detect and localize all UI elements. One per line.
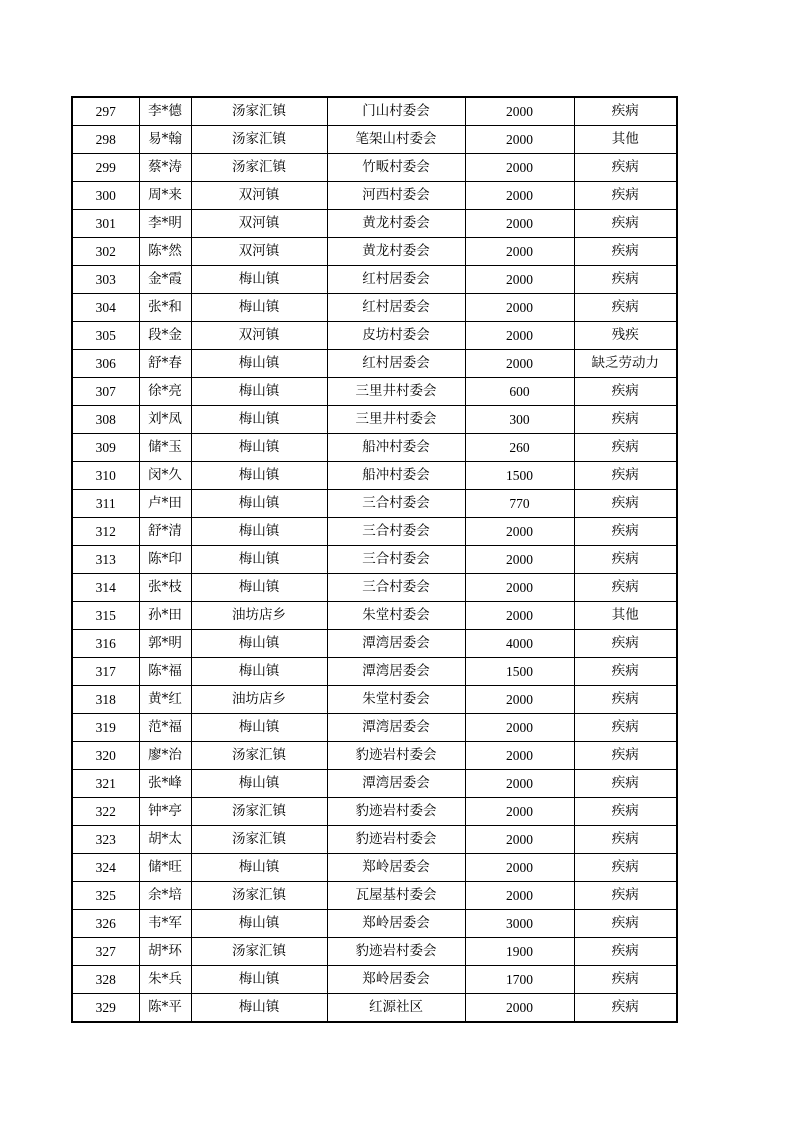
cell-name: 黄*红 xyxy=(139,686,191,714)
cell-index: 311 xyxy=(72,490,139,518)
table-row xyxy=(72,406,677,434)
cell-town: 梅山镇 xyxy=(191,966,327,994)
cell-reason: 疾病 xyxy=(574,770,677,798)
cell-index: 298 xyxy=(72,126,139,154)
cell-index: 302 xyxy=(72,238,139,266)
cell-index: 303 xyxy=(72,266,139,294)
cell-village: 三合村委会 xyxy=(327,546,465,574)
cell-village: 竹畈村委会 xyxy=(327,154,465,182)
table-row xyxy=(72,378,677,406)
cell-town: 双河镇 xyxy=(191,210,327,238)
table-row xyxy=(72,714,677,742)
cell-town: 汤家汇镇 xyxy=(191,97,327,126)
cell-reason: 疾病 xyxy=(574,238,677,266)
cell-town: 双河镇 xyxy=(191,182,327,210)
cell-reason: 疾病 xyxy=(574,210,677,238)
cell-name: 舒*春 xyxy=(139,350,191,378)
cell-town: 汤家汇镇 xyxy=(191,798,327,826)
cell-amount: 3000 xyxy=(465,910,574,938)
cell-name: 张*峰 xyxy=(139,770,191,798)
cell-name: 金*霞 xyxy=(139,266,191,294)
cell-index: 326 xyxy=(72,910,139,938)
cell-amount: 1900 xyxy=(465,938,574,966)
cell-village: 皮坊村委会 xyxy=(327,322,465,350)
table-row xyxy=(72,210,677,238)
cell-town: 梅山镇 xyxy=(191,546,327,574)
cell-name: 李*明 xyxy=(139,210,191,238)
cell-reason: 疾病 xyxy=(574,294,677,322)
cell-village: 黄龙村委会 xyxy=(327,210,465,238)
table-row xyxy=(72,826,677,854)
cell-amount: 2000 xyxy=(465,994,574,1023)
table-row xyxy=(72,994,677,1023)
cell-name: 陈*平 xyxy=(139,994,191,1023)
cell-name: 蔡*涛 xyxy=(139,154,191,182)
cell-name: 郭*明 xyxy=(139,630,191,658)
cell-reason: 疾病 xyxy=(574,882,677,910)
cell-name: 周*来 xyxy=(139,182,191,210)
cell-index: 325 xyxy=(72,882,139,910)
cell-town: 梅山镇 xyxy=(191,854,327,882)
cell-name: 胡*环 xyxy=(139,938,191,966)
cell-name: 闵*久 xyxy=(139,462,191,490)
cell-village: 笔架山村委会 xyxy=(327,126,465,154)
cell-amount: 2000 xyxy=(465,714,574,742)
cell-amount: 2000 xyxy=(465,154,574,182)
cell-index: 323 xyxy=(72,826,139,854)
cell-amount: 2000 xyxy=(465,97,574,126)
table-row xyxy=(72,266,677,294)
cell-index: 308 xyxy=(72,406,139,434)
cell-index: 299 xyxy=(72,154,139,182)
cell-reason: 残疾 xyxy=(574,322,677,350)
cell-reason: 其他 xyxy=(574,126,677,154)
table-row xyxy=(72,854,677,882)
cell-name: 储*玉 xyxy=(139,434,191,462)
cell-reason: 疾病 xyxy=(574,462,677,490)
cell-name: 钟*亭 xyxy=(139,798,191,826)
cell-reason: 疾病 xyxy=(574,378,677,406)
table-row xyxy=(72,546,677,574)
cell-name: 易*翰 xyxy=(139,126,191,154)
cell-name: 卢*田 xyxy=(139,490,191,518)
cell-reason: 疾病 xyxy=(574,658,677,686)
cell-amount: 2000 xyxy=(465,210,574,238)
cell-town: 梅山镇 xyxy=(191,994,327,1023)
cell-town: 梅山镇 xyxy=(191,378,327,406)
cell-town: 梅山镇 xyxy=(191,770,327,798)
cell-village: 三里井村委会 xyxy=(327,378,465,406)
cell-town: 双河镇 xyxy=(191,322,327,350)
cell-town: 汤家汇镇 xyxy=(191,154,327,182)
cell-amount: 4000 xyxy=(465,630,574,658)
cell-index: 313 xyxy=(72,546,139,574)
cell-village: 河西村委会 xyxy=(327,182,465,210)
cell-reason: 疾病 xyxy=(574,630,677,658)
table-row xyxy=(72,602,677,630)
cell-index: 304 xyxy=(72,294,139,322)
cell-town: 汤家汇镇 xyxy=(191,826,327,854)
cell-reason: 疾病 xyxy=(574,574,677,602)
cell-index: 301 xyxy=(72,210,139,238)
cell-reason: 疾病 xyxy=(574,97,677,126)
cell-town: 梅山镇 xyxy=(191,910,327,938)
table-row xyxy=(72,798,677,826)
cell-amount: 2000 xyxy=(465,686,574,714)
cell-village: 红村居委会 xyxy=(327,350,465,378)
cell-village: 豹迹岩村委会 xyxy=(327,742,465,770)
cell-name: 段*金 xyxy=(139,322,191,350)
cell-name: 张*枝 xyxy=(139,574,191,602)
table-row xyxy=(72,966,677,994)
cell-reason: 疾病 xyxy=(574,854,677,882)
cell-town: 梅山镇 xyxy=(191,574,327,602)
table-row xyxy=(72,434,677,462)
cell-amount: 300 xyxy=(465,406,574,434)
cell-village: 郑岭居委会 xyxy=(327,966,465,994)
cell-town: 汤家汇镇 xyxy=(191,742,327,770)
cell-village: 豹迹岩村委会 xyxy=(327,826,465,854)
cell-village: 船冲村委会 xyxy=(327,434,465,462)
table-row xyxy=(72,462,677,490)
cell-reason: 疾病 xyxy=(574,182,677,210)
table-row xyxy=(72,574,677,602)
cell-reason: 疾病 xyxy=(574,434,677,462)
cell-village: 豹迹岩村委会 xyxy=(327,938,465,966)
cell-amount: 2000 xyxy=(465,182,574,210)
cell-name: 孙*田 xyxy=(139,602,191,630)
cell-amount: 2000 xyxy=(465,854,574,882)
table-row xyxy=(72,686,677,714)
cell-reason: 疾病 xyxy=(574,686,677,714)
cell-name: 胡*太 xyxy=(139,826,191,854)
cell-village: 黄龙村委会 xyxy=(327,238,465,266)
cell-amount: 2000 xyxy=(465,742,574,770)
cell-amount: 2000 xyxy=(465,826,574,854)
cell-index: 305 xyxy=(72,322,139,350)
cell-index: 318 xyxy=(72,686,139,714)
cell-town: 梅山镇 xyxy=(191,350,327,378)
cell-village: 三合村委会 xyxy=(327,518,465,546)
cell-amount: 2000 xyxy=(465,574,574,602)
cell-reason: 疾病 xyxy=(574,266,677,294)
cell-index: 324 xyxy=(72,854,139,882)
cell-name: 刘*凤 xyxy=(139,406,191,434)
cell-reason: 疾病 xyxy=(574,910,677,938)
cell-name: 陈*然 xyxy=(139,238,191,266)
table-row xyxy=(72,630,677,658)
cell-index: 319 xyxy=(72,714,139,742)
cell-name: 陈*福 xyxy=(139,658,191,686)
cell-index: 309 xyxy=(72,434,139,462)
cell-town: 油坊店乡 xyxy=(191,602,327,630)
cell-amount: 2000 xyxy=(465,518,574,546)
cell-village: 郑岭居委会 xyxy=(327,910,465,938)
cell-amount: 2000 xyxy=(465,322,574,350)
table-row xyxy=(72,126,677,154)
cell-village: 红村居委会 xyxy=(327,294,465,322)
cell-amount: 2000 xyxy=(465,238,574,266)
cell-village: 豹迹岩村委会 xyxy=(327,798,465,826)
cell-village: 门山村委会 xyxy=(327,97,465,126)
cell-index: 306 xyxy=(72,350,139,378)
cell-index: 317 xyxy=(72,658,139,686)
cell-reason: 疾病 xyxy=(574,798,677,826)
cell-village: 三里井村委会 xyxy=(327,406,465,434)
cell-reason: 疾病 xyxy=(574,994,677,1023)
cell-town: 梅山镇 xyxy=(191,630,327,658)
cell-amount: 2000 xyxy=(465,770,574,798)
cell-index: 329 xyxy=(72,994,139,1023)
cell-amount: 2000 xyxy=(465,266,574,294)
cell-name: 余*培 xyxy=(139,882,191,910)
cell-reason: 疾病 xyxy=(574,406,677,434)
cell-amount: 1700 xyxy=(465,966,574,994)
cell-town: 梅山镇 xyxy=(191,714,327,742)
table-row xyxy=(72,882,677,910)
cell-name: 张*和 xyxy=(139,294,191,322)
cell-reason: 疾病 xyxy=(574,546,677,574)
cell-index: 322 xyxy=(72,798,139,826)
cell-village: 潭湾居委会 xyxy=(327,770,465,798)
table-row xyxy=(72,322,677,350)
cell-town: 油坊店乡 xyxy=(191,686,327,714)
cell-reason: 疾病 xyxy=(574,714,677,742)
cell-town: 梅山镇 xyxy=(191,490,327,518)
cell-village: 船冲村委会 xyxy=(327,462,465,490)
cell-amount: 600 xyxy=(465,378,574,406)
table-row xyxy=(72,238,677,266)
cell-town: 双河镇 xyxy=(191,238,327,266)
cell-village: 红源社区 xyxy=(327,994,465,1023)
table-row xyxy=(72,910,677,938)
cell-village: 朱堂村委会 xyxy=(327,686,465,714)
cell-name: 李*德 xyxy=(139,97,191,126)
cell-village: 三合村委会 xyxy=(327,574,465,602)
cell-index: 328 xyxy=(72,966,139,994)
cell-town: 梅山镇 xyxy=(191,518,327,546)
cell-name: 徐*亮 xyxy=(139,378,191,406)
cell-town: 梅山镇 xyxy=(191,434,327,462)
cell-amount: 260 xyxy=(465,434,574,462)
cell-index: 307 xyxy=(72,378,139,406)
cell-amount: 2000 xyxy=(465,294,574,322)
cell-village: 瓦屋基村委会 xyxy=(327,882,465,910)
cell-town: 梅山镇 xyxy=(191,462,327,490)
cell-index: 321 xyxy=(72,770,139,798)
cell-amount: 1500 xyxy=(465,462,574,490)
cell-amount: 770 xyxy=(465,490,574,518)
cell-town: 梅山镇 xyxy=(191,406,327,434)
cell-name: 廖*治 xyxy=(139,742,191,770)
cell-name: 储*旺 xyxy=(139,854,191,882)
cell-name: 范*福 xyxy=(139,714,191,742)
table-row xyxy=(72,770,677,798)
cell-amount: 2000 xyxy=(465,126,574,154)
records-table xyxy=(71,96,678,1023)
table-row xyxy=(72,658,677,686)
cell-name: 韦*军 xyxy=(139,910,191,938)
cell-town: 梅山镇 xyxy=(191,294,327,322)
cell-village: 潭湾居委会 xyxy=(327,658,465,686)
cell-town: 梅山镇 xyxy=(191,266,327,294)
cell-reason: 缺乏劳动力 xyxy=(574,350,677,378)
cell-index: 320 xyxy=(72,742,139,770)
cell-town: 汤家汇镇 xyxy=(191,882,327,910)
cell-amount: 1500 xyxy=(465,658,574,686)
table-row xyxy=(72,938,677,966)
table-row xyxy=(72,742,677,770)
cell-reason: 疾病 xyxy=(574,518,677,546)
cell-village: 潭湾居委会 xyxy=(327,630,465,658)
cell-index: 315 xyxy=(72,602,139,630)
cell-village: 三合村委会 xyxy=(327,490,465,518)
table-row xyxy=(72,490,677,518)
table-row xyxy=(72,350,677,378)
cell-index: 312 xyxy=(72,518,139,546)
cell-reason: 疾病 xyxy=(574,966,677,994)
cell-reason: 其他 xyxy=(574,602,677,630)
cell-amount: 2000 xyxy=(465,882,574,910)
records-table-body xyxy=(72,97,677,1022)
cell-reason: 疾病 xyxy=(574,490,677,518)
cell-town: 汤家汇镇 xyxy=(191,938,327,966)
cell-index: 300 xyxy=(72,182,139,210)
cell-amount: 2000 xyxy=(465,546,574,574)
cell-name: 朱*兵 xyxy=(139,966,191,994)
table-row xyxy=(72,294,677,322)
cell-village: 郑岭居委会 xyxy=(327,854,465,882)
cell-reason: 疾病 xyxy=(574,938,677,966)
cell-index: 297 xyxy=(72,97,139,126)
table-row xyxy=(72,154,677,182)
cell-reason: 疾病 xyxy=(574,826,677,854)
cell-reason: 疾病 xyxy=(574,742,677,770)
cell-village: 红村居委会 xyxy=(327,266,465,294)
cell-index: 316 xyxy=(72,630,139,658)
cell-index: 310 xyxy=(72,462,139,490)
cell-name: 舒*清 xyxy=(139,518,191,546)
cell-amount: 2000 xyxy=(465,602,574,630)
table-row xyxy=(72,97,677,126)
cell-town: 汤家汇镇 xyxy=(191,126,327,154)
table-row xyxy=(72,518,677,546)
cell-name: 陈*印 xyxy=(139,546,191,574)
cell-index: 314 xyxy=(72,574,139,602)
cell-index: 327 xyxy=(72,938,139,966)
cell-reason: 疾病 xyxy=(574,154,677,182)
cell-amount: 2000 xyxy=(465,350,574,378)
table-row xyxy=(72,182,677,210)
cell-village: 潭湾居委会 xyxy=(327,714,465,742)
cell-town: 梅山镇 xyxy=(191,658,327,686)
cell-amount: 2000 xyxy=(465,798,574,826)
cell-village: 朱堂村委会 xyxy=(327,602,465,630)
